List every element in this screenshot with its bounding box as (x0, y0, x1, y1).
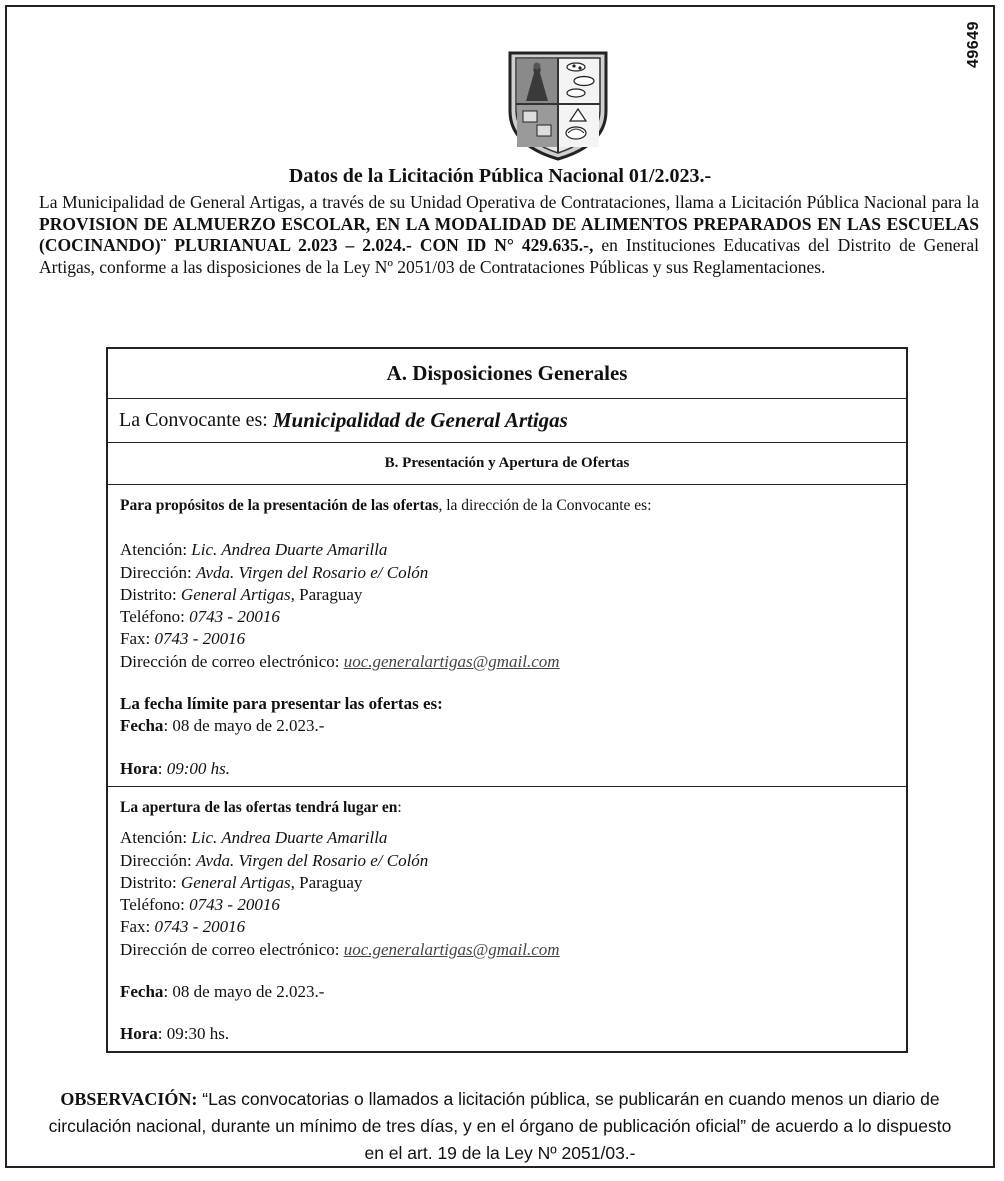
opening-address-label: Dirección: (120, 850, 196, 870)
email-link[interactable]: uoc.generalartigas@gmail.com (343, 651, 560, 671)
opening-district-label: Distrito: (120, 872, 181, 892)
observation-label: OBSERVACIÓN: (60, 1089, 198, 1109)
opening-phone-value: 0743 - 20016 (189, 895, 280, 915)
opening-time-line (120, 1023, 894, 1045)
opening-address-line (120, 850, 894, 872)
deadline-time-line (120, 758, 894, 780)
phone-label: Teléfono: (120, 607, 190, 627)
email-label: Dirección de correo electrónico: (120, 651, 344, 671)
opening-email-link[interactable]: uoc.generalartigas@gmail.com (343, 939, 560, 959)
deadline-date-value: : 08 de mayo de 2.023.- (163, 716, 325, 736)
section-b-title: B. Presentación y Apertura de Ofertas (108, 443, 906, 485)
convocante-label: La Convocante es: (119, 409, 268, 431)
opening-time-label: Hora (120, 1024, 158, 1044)
opening-district-value: General Artigas, (180, 872, 295, 892)
phone-value: 0743 - 20016 (189, 607, 280, 627)
district-label: Distrito: (120, 584, 181, 604)
deadline-time-label: Hora (120, 758, 158, 778)
intro-text-1: La Municipalidad de General Artigas, a través de su Unidad Operativa de Contrataciones, llama a Licitación Pública Nacional para la (39, 192, 979, 212)
fax-value: 0743 - 20016 (154, 629, 246, 649)
deadline-heading-text: La fecha límite para presentar las ofertas es: (120, 694, 443, 714)
opening-district-country: Paraguay (294, 872, 363, 892)
opening-section (108, 787, 906, 1046)
district-country: Paraguay (294, 584, 363, 604)
attention-line (120, 539, 894, 561)
document-number: 49649 (965, 21, 982, 68)
convocante-row (108, 399, 906, 443)
district-value: General Artigas, (180, 584, 295, 604)
page-title: Datos de la Licitación Pública Nacional 01/2.023.- (288, 165, 712, 187)
convocante-value: Municipalidad de General Artigas (272, 408, 568, 432)
opening-fax-line (120, 916, 894, 938)
observation-note (37, 1086, 963, 1167)
opening-lead (120, 797, 894, 819)
opening-phone-line (120, 894, 894, 916)
opening-email-label: Dirección de correo electrónico: (120, 939, 344, 959)
opening-date-line (120, 981, 894, 1003)
deadline-time-value: 09:00 hs. (166, 758, 231, 778)
phone-line (120, 606, 894, 628)
opening-email-line (120, 939, 894, 961)
general-provisions-table (106, 347, 908, 1053)
district-line (120, 584, 894, 606)
address-value: Avda. Virgen del Rosario e/ Colón (196, 562, 429, 582)
opening-phone-label: Teléfono: (120, 895, 190, 915)
presentation-lead-rest: , la dirección de la Convocante es: (438, 497, 652, 514)
deadline-date-label: Fecha (120, 716, 164, 736)
opening-fax-label: Fax: (120, 917, 155, 937)
opening-time-value: : 09:30 hs. (157, 1024, 230, 1044)
coat-of-arms-icon (504, 49, 612, 161)
deadline-time-sep: : (157, 758, 167, 778)
opening-attention-value: Lic. Andrea Duarte Amarilla (191, 828, 388, 848)
opening-lead-bold: La apertura de las ofertas tendrá lugar en (120, 799, 398, 816)
intro-text-2: en Instituciones Educativas del Distrito de General Artigas, conforme a las disposiciones de la Ley Nº 2051/03 de Contrataciones Públicas y sus Reglamentaciones. (39, 235, 979, 277)
address-label: Dirección: (120, 562, 196, 582)
presentation-lead (120, 495, 894, 517)
opening-address-value: Avda. Virgen del Rosario e/ Colón (196, 850, 429, 870)
intro-bold-text: PROVISION DE ALMUERZO ESCOLAR, EN LA MODALIDAD DE ALIMENTOS PREPARADOS EN LAS ESCUELAS (COCINANDO)¨ PLURIANUAL 2.023 – 2.024.- CON ID N° 429.635.-, (39, 213, 979, 256)
opening-fax-value: 0743 - 20016 (154, 917, 246, 937)
opening-date-value: : 08 de mayo de 2.023.- (163, 982, 325, 1002)
deadline-heading (120, 693, 894, 715)
address-line (120, 562, 894, 584)
document-frame (5, 5, 995, 1168)
section-a-title: A. Disposiciones Generales (108, 349, 906, 399)
attention-value: Lic. Andrea Duarte Amarilla (191, 540, 388, 560)
intro-paragraph (39, 192, 979, 278)
opening-district-line (120, 872, 894, 894)
presentation-lead-bold: Para propósitos de la presentación de las ofertas (120, 497, 439, 514)
observation-text: “Las convocatorias o llamados a licitación pública, se publicarán en cuando menos un diario de circulación nacional, durante un mínimo de tres días, y en el órgano de publicación oficial” de acuerdo a lo dispuesto en el art. 19 de la Ley Nº 2051/03.- (48, 1089, 952, 1163)
email-line (120, 651, 894, 673)
attention-label: Atención: (120, 540, 192, 560)
fax-label: Fax: (120, 629, 155, 649)
opening-date-label: Fecha (120, 982, 164, 1002)
opening-attention-label: Atención: (120, 828, 192, 848)
fax-line (120, 628, 894, 650)
opening-attention-line (120, 827, 894, 849)
deadline-date-line (120, 715, 894, 737)
opening-lead-rest: : (397, 799, 402, 816)
presentation-section (108, 485, 906, 787)
